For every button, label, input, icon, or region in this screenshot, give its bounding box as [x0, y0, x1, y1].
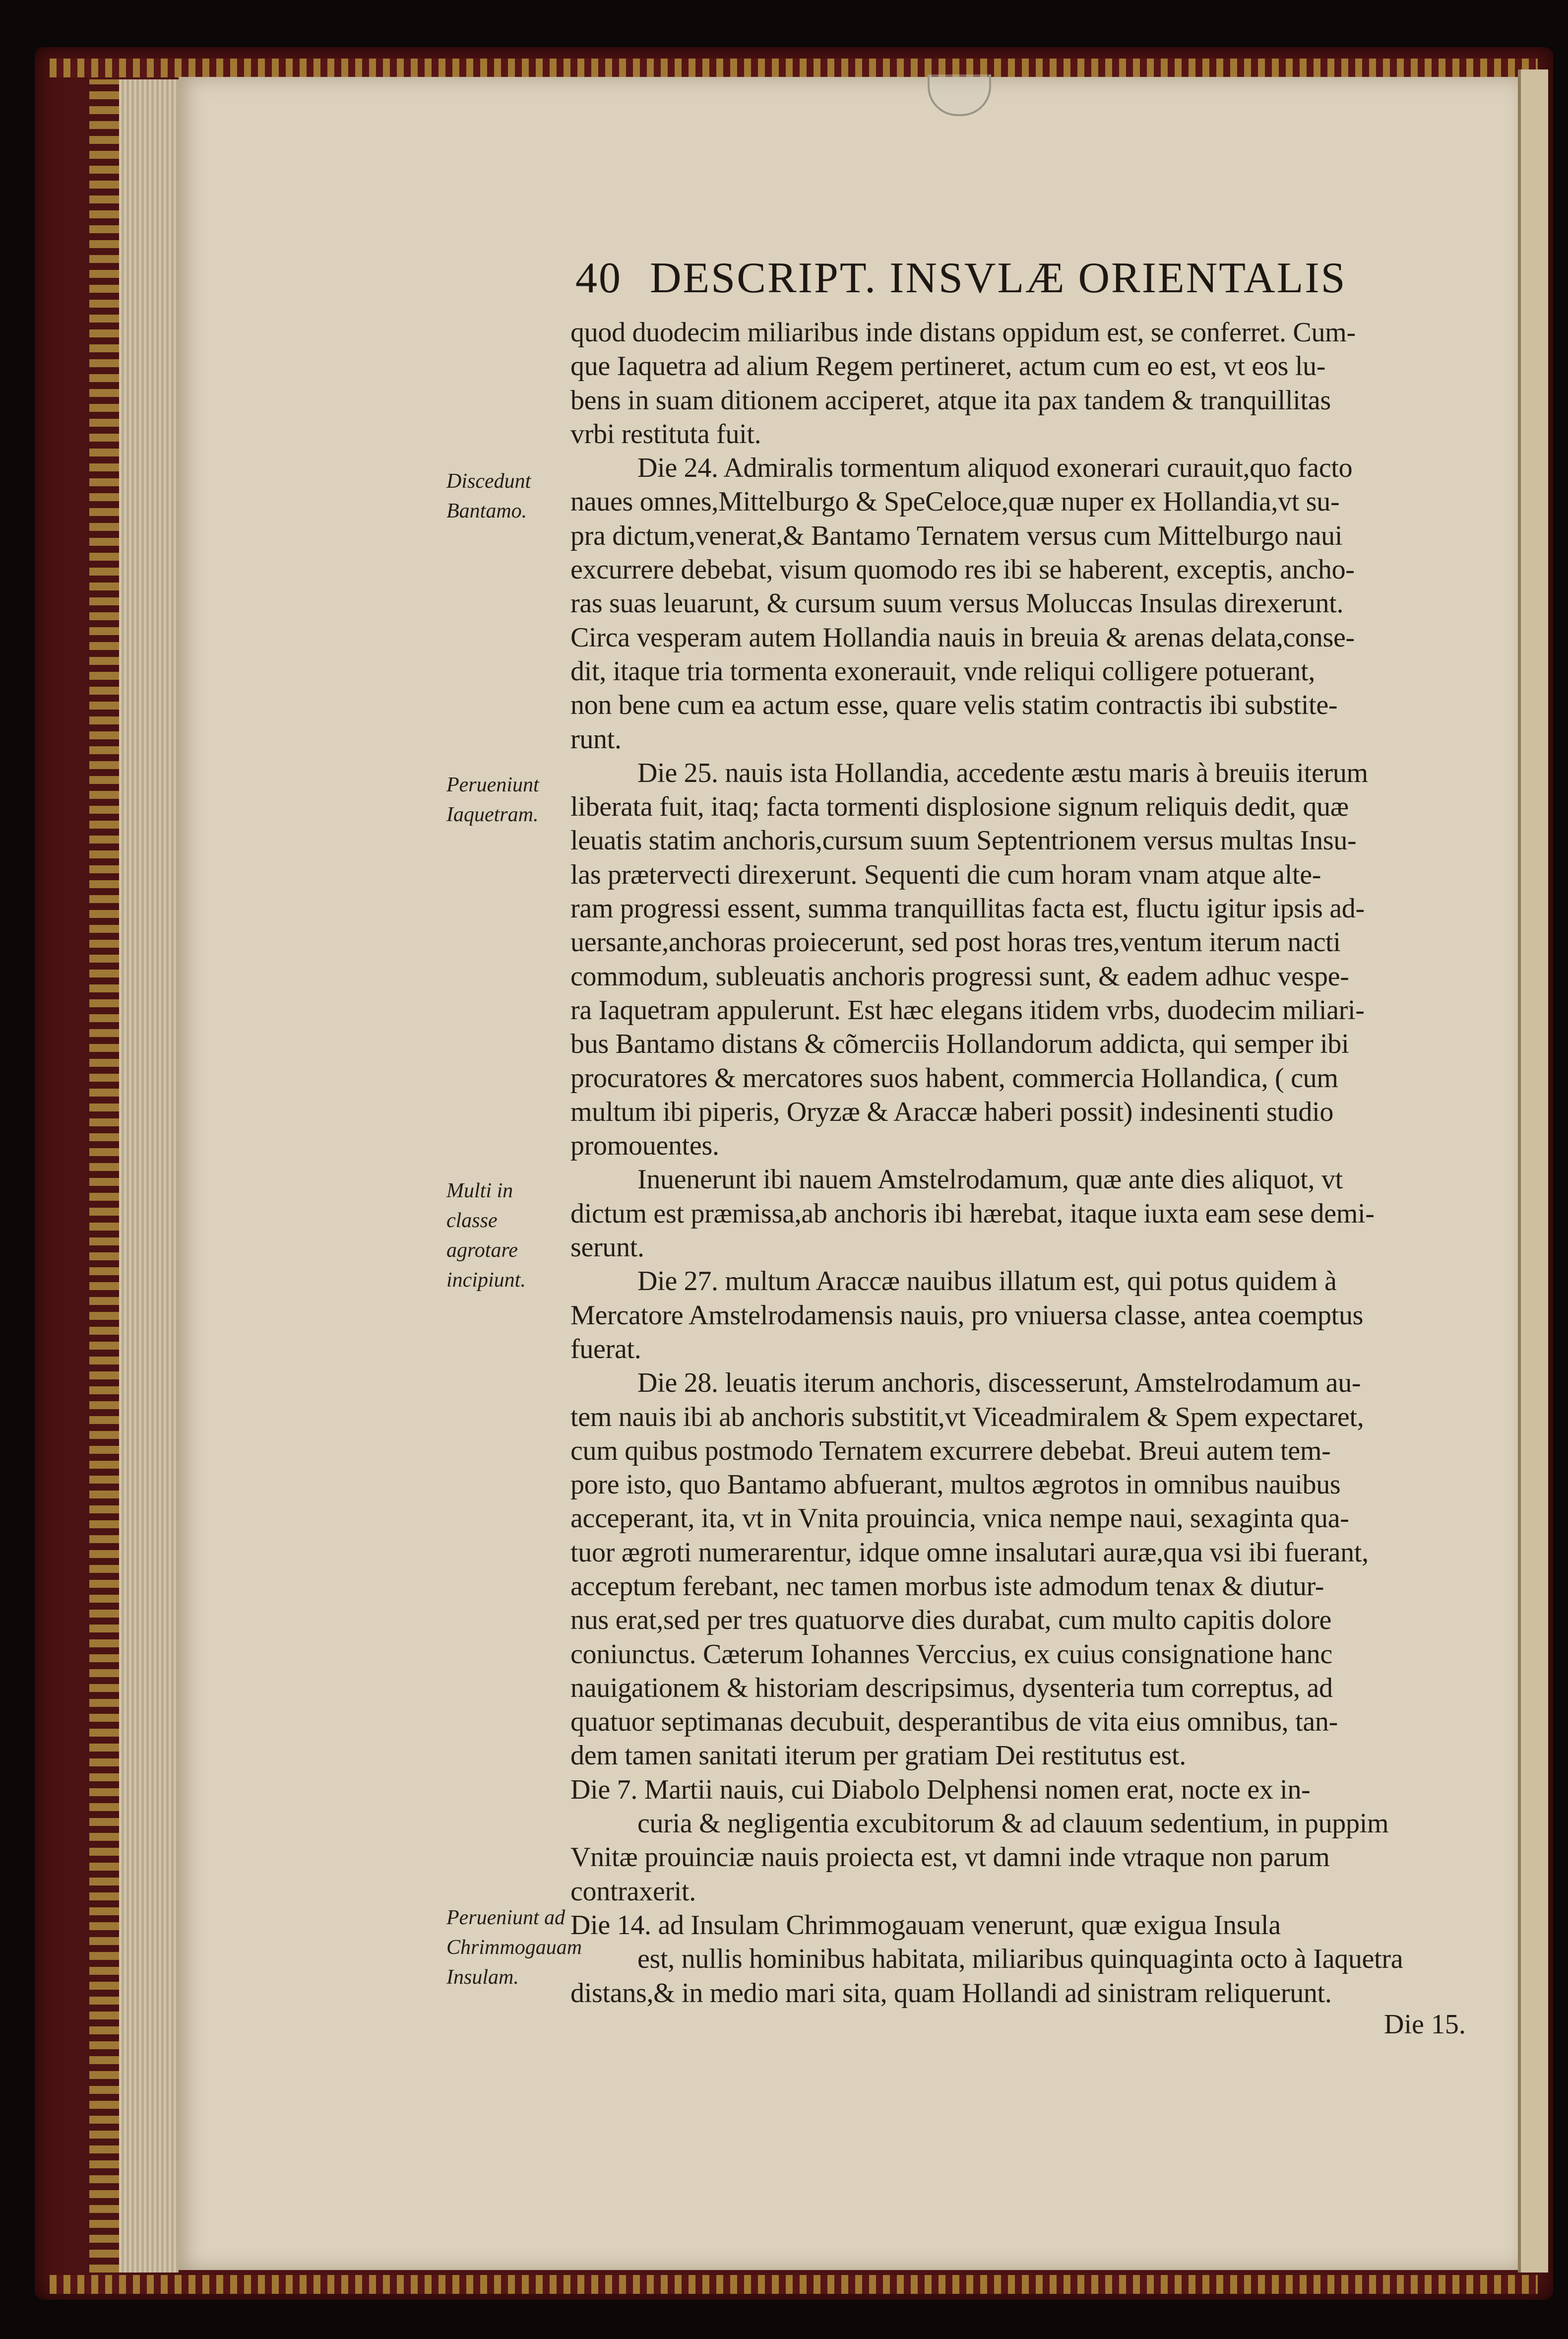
margin-note: Discedunt Bantamo.	[446, 470, 531, 522]
text-body	[570, 316, 1463, 2044]
text-line: bus Bantamo distans & cõmerciis Hollandorum addicta, qui semper ibi	[570, 1029, 1349, 1060]
gilt-border-top	[50, 59, 1538, 77]
margin-note: Multi in classe agrotare incipiunt.	[446, 1179, 526, 1292]
text-line: ra Iaquetram appulerunt. Est hæc elegans itidem vrbs, duodecim miliari-	[570, 994, 1365, 1026]
text-line: runt.	[570, 723, 622, 755]
text-line: coniunctus. Cæterum Iohannes Verccius, ex cuius consignatione hanc	[570, 1638, 1332, 1670]
text-line: fuerat.	[570, 1333, 641, 1364]
text-line: Die 28. leuatis iterum anchoris, discesserunt, Amstelrodamum au-	[637, 1367, 1361, 1399]
page-stack-edge	[119, 79, 179, 2273]
gilt-spine-band	[89, 79, 120, 2273]
text-line: Vnitæ prouinciæ nauis proiecta est, vt damni inde vtraque non parum	[570, 1842, 1330, 1873]
text-line: acceptum ferebant, nec tamen morbus iste admodum tenax & diutur-	[570, 1570, 1324, 1602]
text-line: nus erat,sed per tres quatuorve dies durabat, cum multo capitis dolore	[570, 1605, 1332, 1636]
text-line: uersante,anchoras proiecerunt, sed post horas tres,ventum iterum nacti	[570, 927, 1341, 958]
running-header	[575, 253, 1389, 318]
text-line: vrbi restituta fuit.	[570, 418, 761, 450]
text-line: excurrere debebat, visum quomodo res ibi se haberent, exceptis, ancho-	[570, 554, 1355, 585]
text-line: nauigationem & historiam descripsimus, dysenteria tum correptus, ad	[570, 1672, 1333, 1703]
running-title: DESCRIPT. INSVLÆ ORIENTALIS	[650, 254, 1347, 302]
text-line: distans,& in medio mari sita, quam Hollandi ad sinistram reliquerunt.	[570, 1977, 1332, 2009]
text-line: ram progressi essent, summa tranquillitas facta est, fluctu igitur ipsis ad-	[570, 893, 1365, 924]
text-line: promouentes.	[570, 1130, 719, 1162]
facing-page-edge	[1518, 69, 1548, 2273]
text-line: tuor ægroti numerarentur, idque omne insalutari auræ,qua vsi ibi fuerant,	[570, 1537, 1369, 1568]
margin-note: Perueniunt ad Chrimmogauam Insulam.	[446, 1906, 582, 1989]
text-line: non bene cum ea actum esse, quare velis statim contractis ibi substite-	[570, 690, 1338, 721]
text-line: pra dictum,venerat,& Bantamo Ternatem versus cum Mittelburgo naui	[570, 520, 1343, 551]
text-line: acceperant, ita, vt in Vnita prouincia, vnica nempe naui, sexaginta qua-	[570, 1503, 1349, 1534]
text-line: Die 25. nauis ista Hollandia, accedente æstu maris à breuiis iterum	[637, 757, 1368, 788]
text-line: Die 27. multum Araccæ nauibus illatum est, qui potus quidem à	[637, 1266, 1337, 1297]
text-line: Inuenerunt ibi nauem Amstelrodamum, quæ ante dies aliquot, vt	[637, 1164, 1343, 1195]
text-line: commodum, subleuatis anchoris progressi sunt, & eadem adhuc vespe-	[570, 961, 1349, 992]
page-number: 40	[575, 254, 622, 302]
text-line: serunt.	[570, 1232, 644, 1263]
text-line: Die 24. Admiralis tormentum aliquod exonerari curauit,quo facto	[637, 453, 1353, 484]
text-line: dit, itaque tria tormenta exonerauit, vnde reliqui colligere potuerant,	[570, 655, 1316, 687]
text-line: Die 14. ad Insulam Chrimmogauam venerunt, quæ exigua Insula	[570, 1909, 1281, 1941]
gilt-border-bottom	[50, 2275, 1538, 2294]
text-line: est, nullis hominibus habitata, miliaribus quinquaginta octo à Iaquetra	[637, 1944, 1403, 1975]
text-line: dem tamen sanitati iterum per gratiam Dei restitutus est.	[570, 1740, 1186, 1771]
text-line: multum ibi piperis, Oryzæ & Araccæ haberi possit) indesinenti studio	[570, 1096, 1334, 1127]
text-line: procuratores & mercatores suos habent, commercia Hollandica, ( cum	[570, 1062, 1338, 1094]
text-line: Mercatore Amstelrodamensis nauis, pro vniuersa classe, antea coemptus	[570, 1299, 1364, 1331]
text-line: pore isto, quo Bantamo abfuerant, multos ægrotos in omnibus nauibus	[570, 1469, 1341, 1500]
text-line: leuatis statim anchoris,cursum suum Septentrionem versus multas Insu-	[570, 825, 1357, 856]
catchword: Die 15.	[1384, 2009, 1466, 2040]
text-line: liberata fuit, itaq; facta tormenti displosione signum reliquis dedit, quæ	[570, 791, 1349, 823]
text-line: bens in suam ditionem acciperet, atque ita pax tandem & tranquillitas	[570, 385, 1331, 416]
margin-note: Perueniunt Iaquetram.	[446, 774, 539, 826]
text-line: ras suas leuarunt, & cursum suum versus Moluccas Insulas direxerunt.	[570, 588, 1344, 619]
text-line: naues omnes,Mittelburgo & SpeCeloce,quæ nuper ex Hollandia,vt su-	[570, 486, 1340, 518]
text-line: las prætervecti direxerunt. Sequenti die cum horam vnam atque alte-	[570, 859, 1321, 890]
text-line: quatuor septimanas decubuit, desperantibus de vita eius omnibus, tan-	[570, 1706, 1338, 1738]
text-line	[570, 2010, 1463, 2044]
text-line: dictum est præmissa,ab anchoris ibi hærebat, itaque iuxta eam sese demi-	[570, 1198, 1375, 1229]
text-line: tem nauis ibi ab anchoris substitit,vt Viceadmiralem & Spem expectaret,	[570, 1401, 1364, 1432]
text-line: Die 7. Martii nauis, cui Diabolo Delphensi nomen erat, nocte ex in-	[570, 1774, 1311, 1805]
text-line: que Iaquetra ad alium Regem pertineret, actum cum eo est, vt eos lu-	[570, 351, 1326, 382]
text-line: Circa vesperam autem Hollandia nauis in breuia & arenas delata,conse-	[570, 622, 1355, 653]
text-line: contraxerit.	[570, 1876, 696, 1907]
text-line: quod duodecim miliaribus inde distans oppidum est, se conferret. Cum-	[570, 317, 1356, 348]
text-line: cum quibus postmodo Ternatem excurrere debebat. Breui autem tem-	[570, 1435, 1331, 1466]
text-line: curia & negligentia excubitorum & ad clauum sedentium, in puppim	[637, 1808, 1389, 1839]
